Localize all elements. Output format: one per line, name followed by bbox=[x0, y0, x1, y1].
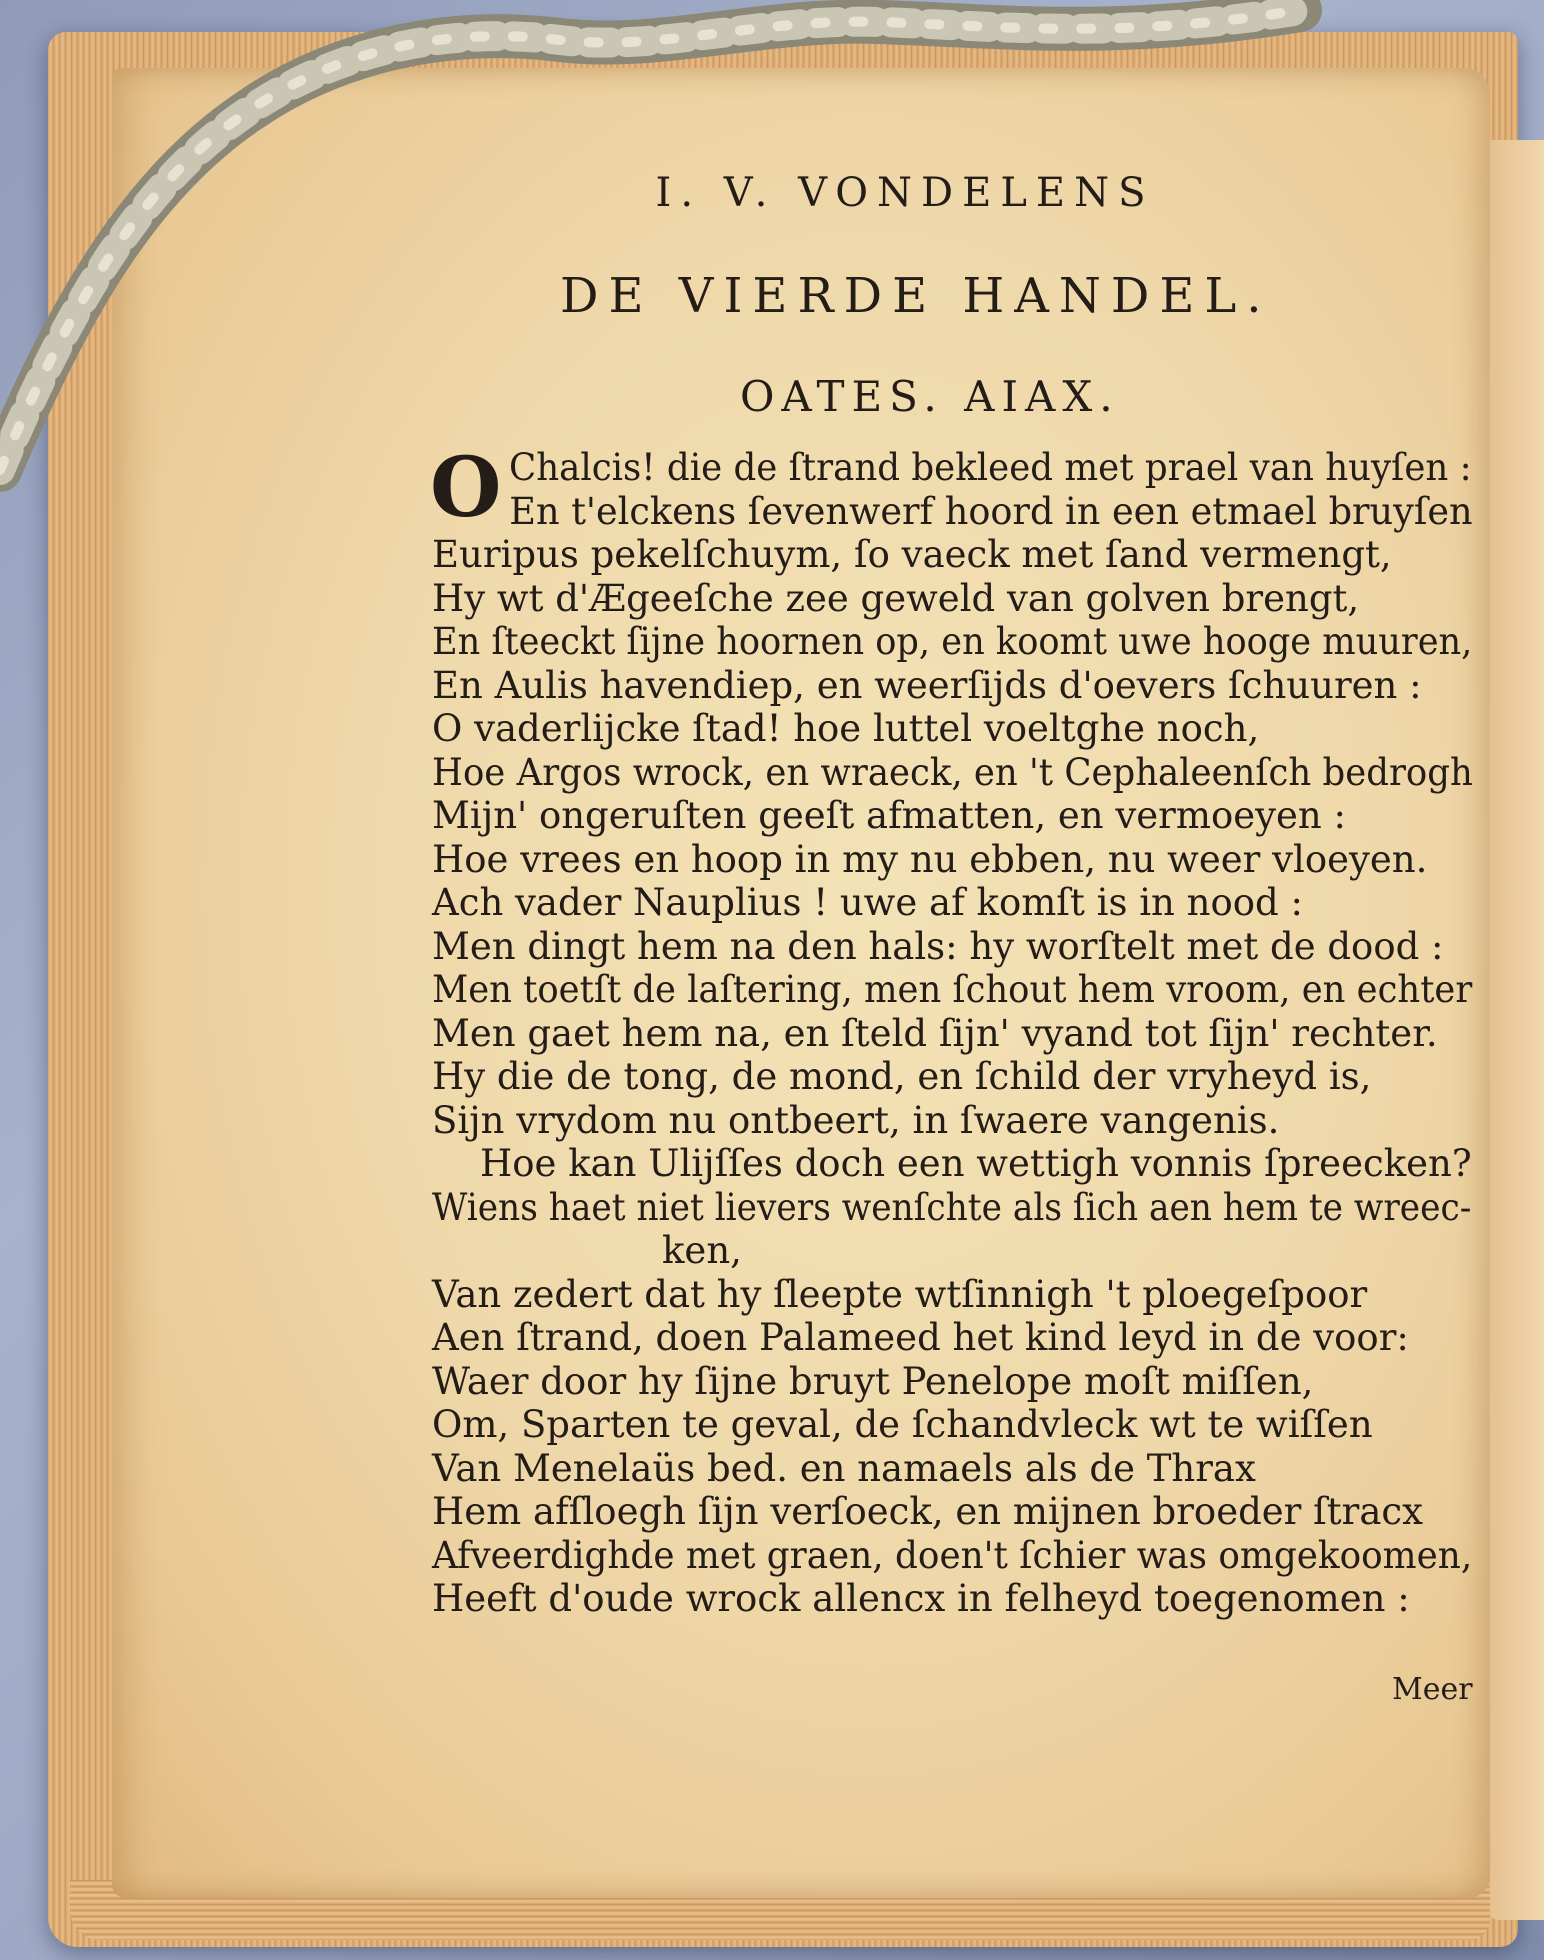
catchword: Meer bbox=[1392, 1672, 1473, 1707]
verse-line: Van zedert dat hy ſleepte wtſinnigh 't ploegeſpoor bbox=[432, 1272, 1368, 1316]
verse-line: ken, bbox=[662, 1229, 742, 1272]
verse-line: Om, Sparten te geval, de ſchandvleck wt te wiſſen bbox=[432, 1403, 1373, 1446]
verse-line: Sijn vrydom nu ontbeert, in ſwaere vangenis. bbox=[432, 1098, 1280, 1142]
verse-line: Ach vader Nauplius ! uwe af komſt is in nood : bbox=[432, 881, 1303, 924]
verse-line: Heeft d'oude wrock allencx in felheyd toegenomen : bbox=[432, 1577, 1410, 1620]
verse-line: O vaderlijcke ſtad! hoe luttel voeltghe noch, bbox=[432, 707, 1260, 750]
verse-line: Hoe kan Ulijſſes doch een wettigh vonnis ſpreecken? bbox=[480, 1142, 1472, 1185]
verse-line: Aen ſtrand, doen Palameed het kind leyd in de voor: bbox=[432, 1316, 1409, 1359]
verse-line: Men gaet hem na, en ſteld ſijn' vyand tot ſijn' rechter. bbox=[432, 1011, 1438, 1055]
verse-line: Waer door hy ſijne bruyt Penelope moſt miſſen, bbox=[432, 1359, 1314, 1403]
verse-line: Hoe Argos wrock, en wraeck, en 't Cephaleenſch bedrogh bbox=[432, 750, 1473, 794]
verse-line: En t'elckens ſevenwerf hoord in een etmael bruyſen bbox=[509, 489, 1473, 533]
act-title: DE VIERDE HANDEL. bbox=[560, 268, 1272, 324]
verse-line: Euripus pekelſchuym, ſo vaeck met ſand vermengt, bbox=[432, 533, 1392, 576]
verse-line: Hoe vrees en hoop in my nu ebben, nu weer vloeyen. bbox=[432, 837, 1428, 881]
verse-line: En ſteeckt ſijne hoornen op, en koomt uwe hooge muuren, bbox=[432, 620, 1473, 663]
verse-line: Mijn' ongeruſten geeſt afmatten, en vermoeyen : bbox=[432, 794, 1346, 837]
drop-cap: O bbox=[430, 440, 502, 536]
verse-line: Wiens haet niet lievers wenſchte als ſich aen hem te wreec- bbox=[432, 1185, 1472, 1229]
verse-line: Men dingt hem na den hals: hy worſtelt met de dood : bbox=[432, 924, 1444, 968]
verse-line: Men toetſt de laſtering, men ſchout hem vroom, en echter bbox=[432, 968, 1473, 1011]
verse-line: En Aulis havendiep, en weerſijds d'oevers ſchuuren : bbox=[432, 663, 1422, 707]
verse-line: Chalcis! die de ſtrand bekleed met prael van huyſen : bbox=[508, 446, 1472, 489]
verse-block bbox=[430, 440, 1473, 1621]
verse-line: Hy wt d'Ægeeſche zee geweld van golven brengt, bbox=[432, 576, 1360, 620]
running-head: I. V. VONDELENS bbox=[655, 170, 1155, 216]
verse-line: Hem afſloegh ſijn verſoeck, en mijnen broeder ſtracx bbox=[432, 1490, 1424, 1533]
verse-line: Afveerdighde met graen, doen't ſchier was omgekoomen, bbox=[432, 1533, 1473, 1577]
speaker-names: OATES. AIAX. bbox=[740, 372, 1120, 421]
verse-line: Van Menelaüs bed. en namaels als de Thrax bbox=[432, 1446, 1256, 1490]
verse-line: Hy die de tong, de mond, en ſchild der vryheyd is, bbox=[432, 1055, 1372, 1098]
